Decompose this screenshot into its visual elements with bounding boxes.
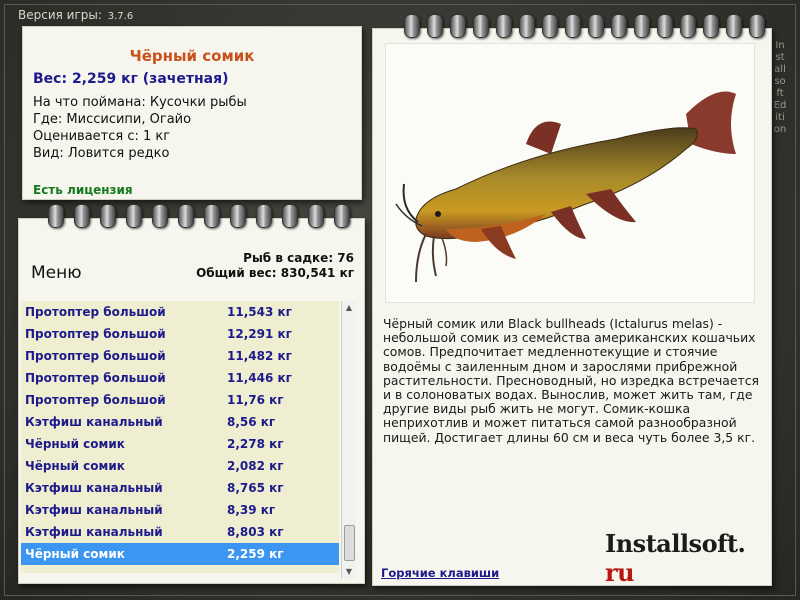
catfish-image (386, 44, 754, 302)
catch-fish-weight: 8,39 кг (227, 503, 276, 517)
hotkeys-link[interactable]: Горячие клавиши (381, 566, 500, 580)
binder-ring-icon (282, 204, 298, 228)
vertical-brand-text: Installsoft Edition (773, 40, 787, 135)
catch-fish-weight: 11,76 кг (227, 393, 284, 407)
binder-ring-icon (126, 204, 142, 228)
cage-stats (196, 251, 354, 281)
fish-description: Чёрный сомик или Black bullheads (Ictalurus melas) - небольшой сомик из семейства американских кошачьих сомов. Предпочитает медленнотекущие и стоячие водоёмы с заиленным дном и зарослями прибрежной растительности. Пресноводный, но изредка встречается и в солоноватых водах. Вынослив, может жить там, где другие виды рыб жить не могут. Сомик-кошка неприхотлив и может питаться самой разнообразной пищей. Достигает длины 60 см и веса чуть более 3,5 кг. (383, 316, 759, 445)
catch-fish-name: Кэтфиш канальный (25, 525, 163, 539)
binder-ring-icon (703, 14, 719, 38)
catch-fish-weight: 11,482 кг (227, 349, 292, 363)
catch-list-row[interactable] (21, 521, 339, 543)
catch-fish-weight: 2,278 кг (227, 437, 284, 451)
catch-fish-weight: 8,803 кг (227, 525, 284, 539)
binder-ring-icon (334, 204, 350, 228)
catch-list-row[interactable] (21, 411, 339, 433)
catch-list-row[interactable] (21, 367, 339, 389)
scroll-thumb[interactable] (344, 525, 355, 561)
binder-ring-icon (308, 204, 324, 228)
fish-title: Чёрный сомик (129, 47, 255, 65)
fish-weight: Вес: 2,259 кг (зачетная) (33, 71, 229, 87)
catch-fish-name: Протоптер большой (25, 349, 166, 363)
binder-ring-icon (611, 14, 627, 38)
valued-from-text: Оценивается с: 1 кг (33, 129, 171, 144)
catch-list-row[interactable] (21, 455, 339, 477)
binder-ring-icon (657, 14, 673, 38)
catch-fish-name: Кэтфиш канальный (25, 481, 163, 495)
catch-list-row[interactable] (21, 345, 339, 367)
version-prefix: Версия игры: (18, 8, 102, 22)
menu-card-rings (48, 204, 350, 228)
catch-fish-weight: 11,446 кг (227, 371, 292, 385)
binder-ring-icon (178, 204, 194, 228)
binder-ring-icon (680, 14, 696, 38)
binder-ring-icon (100, 204, 116, 228)
catch-fish-name: Чёрный сомик (25, 459, 125, 473)
binder-ring-icon (404, 14, 420, 38)
catch-list-row[interactable] (21, 499, 339, 521)
binder-ring-icon (749, 14, 765, 38)
kind-text: Вид: Ловится редко (33, 146, 170, 161)
list-scrollbar[interactable] (341, 301, 356, 579)
version-number: 3.7.6 (107, 11, 134, 22)
catch-fish-weight: 2,259 кг (227, 547, 284, 561)
catch-fish-name: Протоптер большой (25, 371, 166, 385)
binder-ring-icon (519, 14, 535, 38)
catch-fish-name: Протоптер большой (25, 327, 166, 341)
total-weight: Общий вес: 830,541 кг (196, 266, 354, 280)
catch-fish-weight: 11,543 кг (227, 305, 292, 319)
scroll-down-icon[interactable]: ▼ (345, 567, 353, 576)
menu-button[interactable]: Меню (31, 263, 82, 283)
binder-ring-icon (726, 14, 742, 38)
description-card-rings (404, 14, 765, 38)
binder-ring-icon (204, 204, 220, 228)
catch-fish-name: Протоптер большой (25, 393, 166, 407)
fish-photo (385, 43, 755, 303)
binder-ring-icon (565, 14, 581, 38)
binder-ring-icon (634, 14, 650, 38)
binder-ring-icon (256, 204, 272, 228)
catch-list-row[interactable] (21, 389, 339, 411)
fish-description-card (372, 28, 772, 586)
catch-fish-name: Протоптер большой (25, 305, 166, 319)
catch-fish-weight: 12,291 кг (227, 327, 292, 341)
installsoft-logo (605, 529, 771, 587)
binder-ring-icon (542, 14, 558, 38)
binder-ring-icon (48, 204, 64, 228)
fish-info-card (22, 26, 362, 200)
catch-fish-name: Чёрный сомик (25, 547, 125, 561)
catch-list (21, 301, 339, 573)
binder-ring-icon (74, 204, 90, 228)
location-text: Где: Миссисипи, Огайо (33, 112, 192, 127)
binder-ring-icon (427, 14, 443, 38)
logo-main: Installsoft. (605, 529, 746, 558)
catch-fish-weight: 2,082 кг (227, 459, 284, 473)
catch-fish-name: Чёрный сомик (25, 437, 125, 451)
binder-ring-icon (588, 14, 604, 38)
catch-list-row[interactable] (21, 301, 339, 323)
binder-ring-icon (473, 14, 489, 38)
fish-count: Рыб в садке: 76 (243, 251, 354, 265)
catch-fish-weight: 8,765 кг (227, 481, 284, 495)
catch-fish-name: Кэтфиш канальный (25, 415, 163, 429)
logo-tld: ru (605, 558, 635, 587)
binder-ring-icon (496, 14, 512, 38)
catch-fish-weight: 8,56 кг (227, 415, 276, 429)
catch-list-row[interactable] (21, 543, 339, 565)
scroll-up-icon[interactable]: ▲ (345, 303, 353, 312)
binder-ring-icon (230, 204, 246, 228)
version-label (18, 8, 133, 22)
catch-list-row[interactable] (21, 433, 339, 455)
caught-on-text: На что поймана: Кусочки рыбы (33, 95, 247, 110)
catch-list-row[interactable] (21, 323, 339, 345)
license-status: Есть лицензия (33, 183, 133, 197)
binder-ring-icon (152, 204, 168, 228)
catch-list-row[interactable] (21, 477, 339, 499)
catch-fish-name: Кэтфиш канальный (25, 503, 163, 517)
catch-list-card (18, 218, 365, 584)
binder-ring-icon (450, 14, 466, 38)
